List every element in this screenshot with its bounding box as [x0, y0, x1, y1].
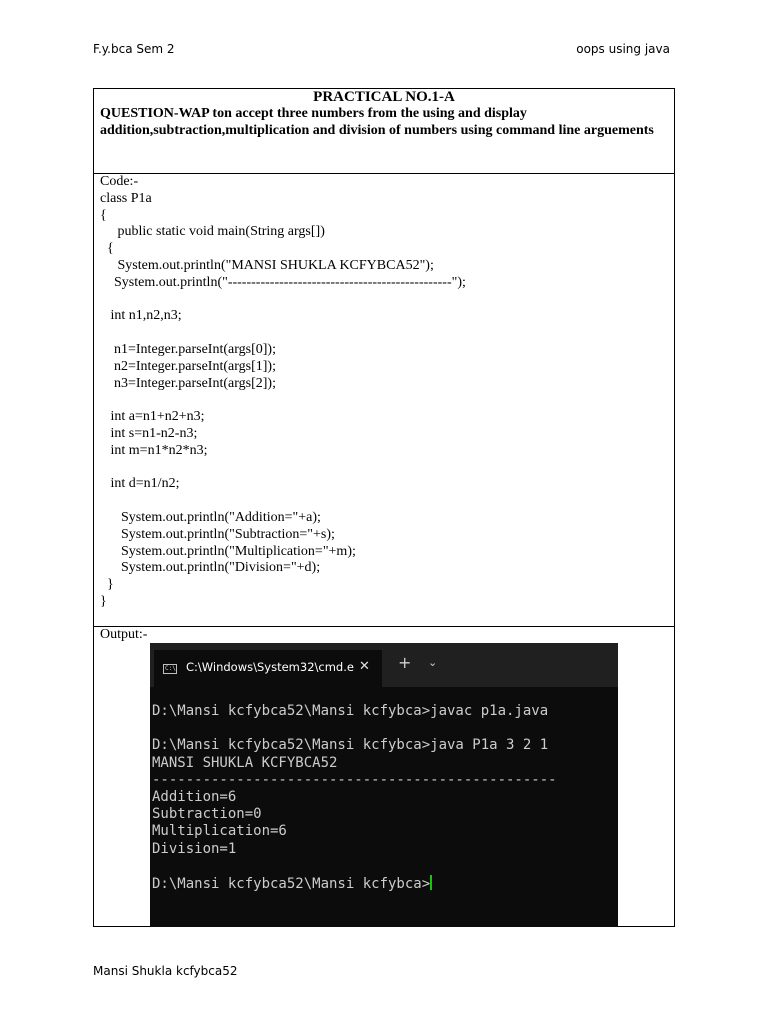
code-line: n2=Integer.parseInt(args[1]); [114, 358, 276, 374]
code-label: Code:- [100, 174, 139, 189]
code-line: int s=n1-n2-n3; [110, 425, 198, 441]
code-line: n3=Integer.parseInt(args[2]); [114, 375, 276, 391]
terminal-cursor [430, 875, 432, 890]
code-line: System.out.println("Multiplication="+m); [121, 543, 356, 559]
question-text: QUESTION-WAP ton accept three numbers from the using and display addition,subtraction,multiplication and division of numbers using command line arguements [100, 106, 654, 138]
code-cell [94, 174, 675, 627]
terminal-line: ------------------------------------------------ [152, 771, 557, 788]
code-line: int n1,n2,n3; [110, 308, 182, 324]
chevron-down-icon[interactable]: ⌄ [428, 656, 438, 669]
practical-title: PRACTICAL NO.1-A [313, 89, 455, 105]
code-line: { [100, 207, 107, 223]
terminal-tab[interactable] [154, 650, 382, 687]
header-left: F.y.bca Sem 2 [93, 42, 175, 56]
code-line: System.out.println("Addition="+a); [121, 509, 321, 525]
code-line: { [107, 241, 114, 257]
footer-text: Mansi Shukla kcfybca52 [93, 964, 238, 978]
code-line: int a=n1+n2+n3; [110, 409, 205, 425]
terminal-line: MANSI SHUKLA KCFYBCA52 [152, 754, 338, 771]
terminal-prompt: D:\Mansi kcfybca52\Mansi kcfybca> [152, 876, 431, 893]
code-line: class P1a [100, 190, 152, 206]
cmd-icon: C:\ [165, 665, 176, 672]
code-line: System.out.println("Division="+d); [121, 560, 321, 576]
code-lines [100, 191, 466, 609]
practical-table [93, 88, 675, 927]
terminal-output[interactable] [152, 703, 557, 893]
terminal-tab-title: C:\Windows\System32\cmd.e [186, 660, 354, 674]
code-block [100, 174, 668, 611]
terminal-line: D:\Mansi kcfybca52\Mansi kcfybca>javac p1a.java [152, 703, 549, 719]
terminal-window [150, 643, 618, 927]
new-tab-icon[interactable]: + [398, 653, 412, 672]
terminal-line: Division=1 [152, 840, 237, 857]
code-line: } [107, 577, 114, 593]
output-label: Output:- [100, 627, 148, 642]
terminal-line: Addition=6 [152, 789, 237, 806]
code-line: int d=n1/n2; [110, 476, 180, 492]
code-line: } [100, 593, 107, 609]
terminal-line: Multiplication=6 [152, 823, 287, 840]
code-line: public static void main(String args[]) [117, 224, 325, 240]
terminal-line: Subtraction=0 [152, 806, 262, 823]
code-line: n1=Integer.parseInt(args[0]); [114, 341, 276, 357]
header-right: oops using java [576, 42, 670, 56]
output-cell [94, 627, 675, 927]
code-line: System.out.println("Subtraction="+s); [121, 526, 335, 542]
terminal-lines [152, 703, 557, 857]
close-icon[interactable]: ✕ [359, 659, 370, 674]
code-line: int m=n1*n2*n3; [110, 442, 208, 458]
question-cell [94, 89, 675, 174]
terminal-tab-bar [150, 643, 618, 687]
code-line: System.out.println("------------------------------------------------"); [114, 274, 466, 290]
code-line: System.out.println("MANSI SHUKLA KCFYBCA52"); [117, 257, 434, 273]
terminal-line: D:\Mansi kcfybca52\Mansi kcfybca>java P1a 3 2 1 [152, 737, 549, 754]
